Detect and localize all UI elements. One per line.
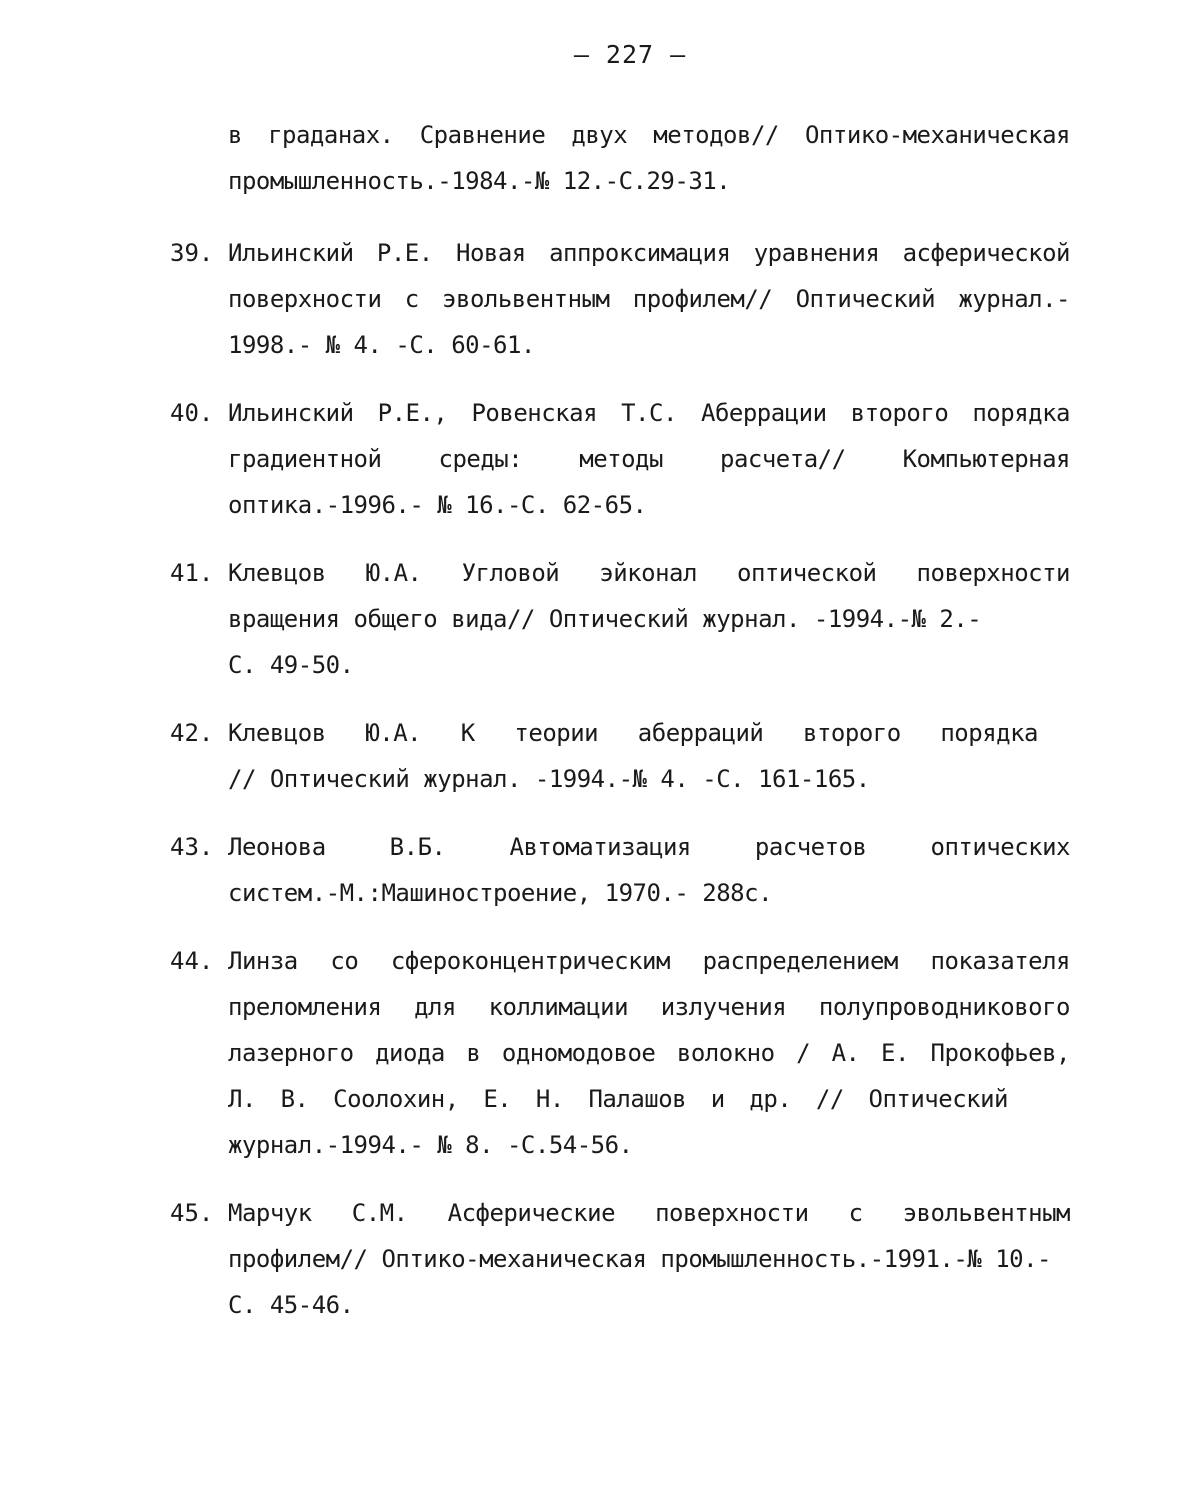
reference-number: 40. — [170, 399, 214, 427]
reference-line: поверхности с эвольвентным профилем// Оптический журнал.- — [228, 285, 1070, 313]
reference-line: вращения общего вида// Оптический журнал. -1994.-№ 2.- — [228, 605, 982, 633]
reference-line: // Оптический журнал. -1994.-№ 4. -С. 161-165. — [228, 765, 870, 793]
reference-line: Л. В. Соолохин, Е. Н. Палашов и др. // Оптический — [228, 1085, 1008, 1113]
reference-line: Клевцов Ю.А. Угловой эйконал оптической поверхности — [228, 559, 1070, 587]
reference-line: оптика.-1996.- № 16.-С. 62-65. — [228, 491, 647, 519]
reference-line: журнал.-1994.- № 8. -С.54-56. — [228, 1131, 633, 1159]
reference-number: 44. — [170, 947, 214, 975]
reference-number: 43. — [170, 833, 214, 861]
reference-number: 42. — [170, 719, 214, 747]
reference-number: 39. — [170, 239, 214, 267]
reference-line: систем.-М.:Машиностроение, 1970.- 288с. — [228, 879, 773, 907]
reference-number: 45. — [170, 1199, 214, 1227]
reference-item-continuation — [170, 112, 1070, 204]
page-number: – 227 – — [573, 40, 687, 69]
reference-item-39 — [170, 230, 1070, 368]
reference-item-45 — [170, 1190, 1070, 1328]
reference-line: в граданах. Сравнение двух методов// Оптико-механическая — [228, 121, 1070, 149]
reference-line: Ильинский Р.Е., Ровенская Т.С. Аберрации второго порядка — [228, 399, 1070, 427]
reference-number: 41. — [170, 559, 214, 587]
reference-line: преломления для коллимации излучения полупроводникового — [228, 993, 1070, 1021]
reference-line: С. 49-50. — [228, 651, 354, 679]
reference-line: Марчук С.М. Асферические поверхности с эвольвентным — [228, 1199, 1070, 1227]
reference-line: С. 45-46. — [228, 1291, 354, 1319]
reference-item-42 — [170, 710, 1070, 802]
reference-item-44 — [170, 938, 1070, 1168]
reference-item-43 — [170, 824, 1070, 916]
reference-line: лазерного диода в одномодовое волокно / А. Е. Прокофьев, — [228, 1039, 1070, 1067]
reference-item-40 — [170, 390, 1070, 528]
reference-line: градиентной среды: методы расчета// Компьютерная — [228, 445, 1070, 473]
reference-line: профилем// Оптико-механическая промышленность.-1991.-№ 10.- — [228, 1245, 1052, 1273]
reference-line: Ильинский Р.Е. Новая аппроксимация уравнения асферической — [228, 239, 1070, 267]
reference-item-41 — [170, 550, 1070, 688]
reference-list — [170, 112, 1070, 1350]
reference-line: 1998.- № 4. -С. 60-61. — [228, 331, 535, 359]
reference-line: Леонова В.Б. Автоматизация расчетов оптических — [228, 833, 1070, 861]
reference-line: промышленность.-1984.-№ 12.-С.29-31. — [228, 167, 731, 195]
reference-line: Клевцов Ю.А. К теории аберраций второго порядка — [228, 719, 1038, 747]
reference-line: Линза со сфероконцентрическим распределением показателя — [228, 947, 1070, 975]
